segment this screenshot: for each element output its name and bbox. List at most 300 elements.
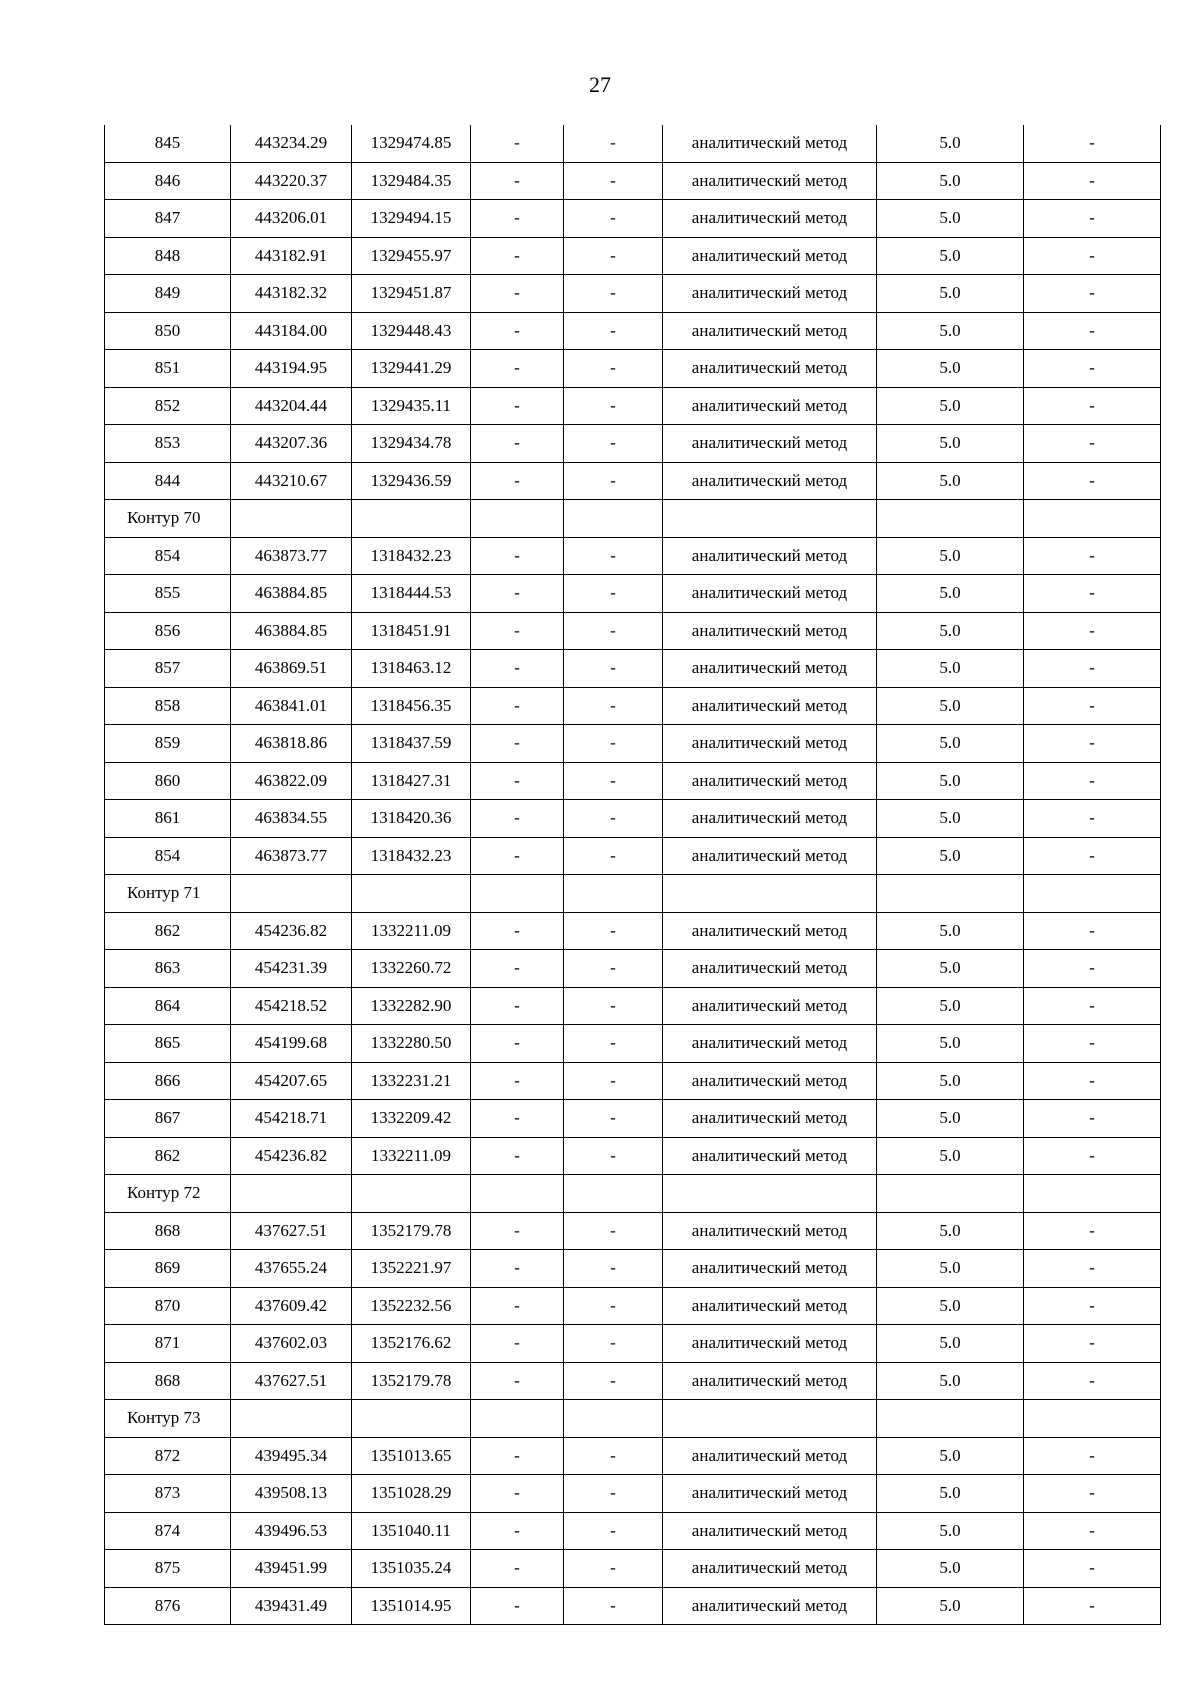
x-coordinate-cell: 439496.53 [231,1512,352,1550]
contour-header-row [105,1175,1161,1213]
y-coordinate-cell: 1332282.90 [352,987,471,1025]
dash-cell: - [564,687,663,725]
x-coordinate-cell: 443182.32 [231,275,352,313]
dash-cell: - [1024,650,1161,688]
accuracy-cell: 5.0 [877,1437,1024,1475]
dash-cell: - [564,1100,663,1138]
x-coordinate-cell: 454236.82 [231,1137,352,1175]
dash-cell: - [471,237,564,275]
point-number-cell: 847 [105,200,231,238]
contour-label: Контур 71 [105,875,231,913]
accuracy-cell: 5.0 [877,687,1024,725]
x-coordinate-cell: 463884.85 [231,612,352,650]
dash-cell: - [564,1550,663,1588]
dash-cell: - [471,987,564,1025]
accuracy-cell: 5.0 [877,387,1024,425]
table-row [105,462,1161,500]
method-cell: аналитический метод [663,762,877,800]
empty-cell [877,500,1024,538]
x-coordinate-cell: 443204.44 [231,387,352,425]
dash-cell: - [564,1325,663,1363]
y-coordinate-cell: 1329455.97 [352,237,471,275]
x-coordinate-cell: 439451.99 [231,1550,352,1588]
dash-cell: - [1024,1325,1161,1363]
x-coordinate-cell: 463841.01 [231,687,352,725]
x-coordinate-cell: 463822.09 [231,762,352,800]
dash-cell: - [471,1325,564,1363]
dash-cell: - [471,387,564,425]
point-number-cell: 856 [105,612,231,650]
point-number-cell: 846 [105,162,231,200]
point-number-cell: 866 [105,1062,231,1100]
x-coordinate-cell: 443184.00 [231,312,352,350]
method-cell: аналитический метод [663,350,877,388]
contour-header-row [105,875,1161,913]
accuracy-cell: 5.0 [877,1137,1024,1175]
y-coordinate-cell: 1332231.21 [352,1062,471,1100]
dash-cell: - [1024,1287,1161,1325]
x-coordinate-cell: 463884.85 [231,575,352,613]
accuracy-cell: 5.0 [877,1100,1024,1138]
accuracy-cell: 5.0 [877,312,1024,350]
dash-cell: - [1024,575,1161,613]
dash-cell: - [564,1512,663,1550]
dash-cell: - [564,950,663,988]
empty-cell [564,1400,663,1438]
dash-cell: - [1024,1212,1161,1250]
empty-cell [231,875,352,913]
empty-cell [1024,500,1161,538]
y-coordinate-cell: 1318451.91 [352,612,471,650]
y-coordinate-cell: 1318437.59 [352,725,471,763]
table-row [105,950,1161,988]
method-cell: аналитический метод [663,950,877,988]
point-number-cell: 870 [105,1287,231,1325]
table-row [105,612,1161,650]
dash-cell: - [471,687,564,725]
empty-cell [663,1400,877,1438]
dash-cell: - [1024,462,1161,500]
dash-cell: - [471,1100,564,1138]
dash-cell: - [471,612,564,650]
accuracy-cell: 5.0 [877,650,1024,688]
dash-cell: - [564,1025,663,1063]
dash-cell: - [1024,387,1161,425]
dash-cell: - [471,1212,564,1250]
x-coordinate-cell: 443194.95 [231,350,352,388]
point-number-cell: 876 [105,1587,231,1625]
dash-cell: - [564,1287,663,1325]
dash-cell: - [564,1437,663,1475]
point-number-cell: 860 [105,762,231,800]
point-number-cell: 868 [105,1212,231,1250]
method-cell: аналитический метод [663,237,877,275]
y-coordinate-cell: 1318432.23 [352,837,471,875]
dash-cell: - [564,425,663,463]
accuracy-cell: 5.0 [877,200,1024,238]
empty-cell [352,875,471,913]
method-cell: аналитический метод [663,1025,877,1063]
accuracy-cell: 5.0 [877,1250,1024,1288]
accuracy-cell: 5.0 [877,350,1024,388]
x-coordinate-cell: 437609.42 [231,1287,352,1325]
x-coordinate-cell: 439508.13 [231,1475,352,1513]
method-cell: аналитический метод [663,1587,877,1625]
y-coordinate-cell: 1329451.87 [352,275,471,313]
dash-cell: - [564,800,663,838]
point-number-cell: 871 [105,1325,231,1363]
dash-cell: - [1024,912,1161,950]
accuracy-cell: 5.0 [877,987,1024,1025]
dash-cell: - [1024,800,1161,838]
dash-cell: - [471,1475,564,1513]
y-coordinate-cell: 1351014.95 [352,1587,471,1625]
accuracy-cell: 5.0 [877,800,1024,838]
dash-cell: - [471,950,564,988]
method-cell: аналитический метод [663,837,877,875]
x-coordinate-cell: 443182.91 [231,237,352,275]
y-coordinate-cell: 1352232.56 [352,1287,471,1325]
accuracy-cell: 5.0 [877,162,1024,200]
empty-cell [564,1175,663,1213]
x-coordinate-cell: 439431.49 [231,1587,352,1625]
method-cell: аналитический метод [663,462,877,500]
x-coordinate-cell: 443234.29 [231,125,352,162]
dash-cell: - [564,912,663,950]
accuracy-cell: 5.0 [877,425,1024,463]
empty-cell [877,1400,1024,1438]
y-coordinate-cell: 1329494.15 [352,200,471,238]
x-coordinate-cell: 443210.67 [231,462,352,500]
dash-cell: - [471,162,564,200]
table-row [105,1062,1161,1100]
dash-cell: - [1024,687,1161,725]
empty-cell [471,500,564,538]
point-number-cell: 862 [105,912,231,950]
point-number-cell: 853 [105,425,231,463]
point-number-cell: 864 [105,987,231,1025]
table-row [105,725,1161,763]
method-cell: аналитический метод [663,800,877,838]
method-cell: аналитический метод [663,650,877,688]
table-row [105,1250,1161,1288]
y-coordinate-cell: 1332211.09 [352,1137,471,1175]
x-coordinate-cell: 454236.82 [231,912,352,950]
table-row [105,837,1161,875]
dash-cell: - [564,462,663,500]
table-row [105,1025,1161,1063]
point-number-cell: 865 [105,1025,231,1063]
dash-cell: - [564,1062,663,1100]
accuracy-cell: 5.0 [877,912,1024,950]
accuracy-cell: 5.0 [877,612,1024,650]
empty-cell [877,1175,1024,1213]
table-row [105,312,1161,350]
empty-cell [352,1400,471,1438]
table-row [105,162,1161,200]
dash-cell: - [471,350,564,388]
method-cell: аналитический метод [663,312,877,350]
y-coordinate-cell: 1352179.78 [352,1362,471,1400]
empty-cell [231,1400,352,1438]
dash-cell: - [564,762,663,800]
method-cell: аналитический метод [663,162,877,200]
method-cell: аналитический метод [663,912,877,950]
table-row [105,350,1161,388]
method-cell: аналитический метод [663,575,877,613]
dash-cell: - [1024,1025,1161,1063]
dash-cell: - [471,837,564,875]
empty-cell [663,1175,877,1213]
dash-cell: - [564,725,663,763]
table-row [105,575,1161,613]
method-cell: аналитический метод [663,987,877,1025]
dash-cell: - [1024,1437,1161,1475]
dash-cell: - [471,462,564,500]
dash-cell: - [471,1437,564,1475]
point-number-cell: 852 [105,387,231,425]
x-coordinate-cell: 463869.51 [231,650,352,688]
table-row [105,987,1161,1025]
y-coordinate-cell: 1318463.12 [352,650,471,688]
point-number-cell: 862 [105,1137,231,1175]
point-number-cell: 854 [105,537,231,575]
dash-cell: - [564,200,663,238]
point-number-cell: 868 [105,1362,231,1400]
point-number-cell: 872 [105,1437,231,1475]
table-row [105,1325,1161,1363]
point-number-cell: 857 [105,650,231,688]
empty-cell [352,1175,471,1213]
table-row [105,1362,1161,1400]
dash-cell: - [564,575,663,613]
dash-cell: - [1024,1137,1161,1175]
y-coordinate-cell: 1329448.43 [352,312,471,350]
y-coordinate-cell: 1318444.53 [352,575,471,613]
contour-header-row [105,500,1161,538]
accuracy-cell: 5.0 [877,1325,1024,1363]
table-row [105,687,1161,725]
dash-cell: - [1024,125,1161,162]
x-coordinate-cell: 454218.52 [231,987,352,1025]
dash-cell: - [564,350,663,388]
method-cell: аналитический метод [663,1362,877,1400]
dash-cell: - [1024,425,1161,463]
table-row [105,425,1161,463]
accuracy-cell: 5.0 [877,575,1024,613]
dash-cell: - [1024,1587,1161,1625]
point-number-cell: 855 [105,575,231,613]
y-coordinate-cell: 1351035.24 [352,1550,471,1588]
table-row [105,650,1161,688]
empty-cell [663,875,877,913]
contour-label: Контур 70 [105,500,231,538]
y-coordinate-cell: 1352179.78 [352,1212,471,1250]
method-cell: аналитический метод [663,1100,877,1138]
point-number-cell: 869 [105,1250,231,1288]
dash-cell: - [471,912,564,950]
point-number-cell: 848 [105,237,231,275]
method-cell: аналитический метод [663,275,877,313]
method-cell: аналитический метод [663,200,877,238]
empty-cell [231,1175,352,1213]
dash-cell: - [1024,537,1161,575]
dash-cell: - [1024,987,1161,1025]
dash-cell: - [1024,275,1161,313]
point-number-cell: 850 [105,312,231,350]
empty-cell [231,500,352,538]
x-coordinate-cell: 437627.51 [231,1362,352,1400]
method-cell: аналитический метод [663,725,877,763]
empty-cell [471,875,564,913]
method-cell: аналитический метод [663,125,877,162]
y-coordinate-cell: 1351040.11 [352,1512,471,1550]
x-coordinate-cell: 463873.77 [231,837,352,875]
x-coordinate-cell: 443207.36 [231,425,352,463]
empty-cell [1024,1175,1161,1213]
accuracy-cell: 5.0 [877,1550,1024,1588]
dash-cell: - [564,650,663,688]
method-cell: аналитический метод [663,1287,877,1325]
empty-cell [1024,875,1161,913]
dash-cell: - [1024,312,1161,350]
dash-cell: - [471,762,564,800]
y-coordinate-cell: 1329474.85 [352,125,471,162]
dash-cell: - [1024,162,1161,200]
contour-label: Контур 73 [105,1400,231,1438]
x-coordinate-cell: 463873.77 [231,537,352,575]
coordinates-table [104,125,1161,1625]
accuracy-cell: 5.0 [877,1025,1024,1063]
x-coordinate-cell: 454199.68 [231,1025,352,1063]
accuracy-cell: 5.0 [877,237,1024,275]
accuracy-cell: 5.0 [877,125,1024,162]
dash-cell: - [1024,1062,1161,1100]
empty-cell [352,500,471,538]
accuracy-cell: 5.0 [877,275,1024,313]
dash-cell: - [471,312,564,350]
dash-cell: - [471,1025,564,1063]
dash-cell: - [1024,837,1161,875]
dash-cell: - [1024,237,1161,275]
accuracy-cell: 5.0 [877,725,1024,763]
y-coordinate-cell: 1332209.42 [352,1100,471,1138]
dash-cell: - [564,1137,663,1175]
table-row [105,1512,1161,1550]
y-coordinate-cell: 1332260.72 [352,950,471,988]
empty-cell [564,500,663,538]
table-row [105,387,1161,425]
dash-cell: - [471,425,564,463]
point-number-cell: 875 [105,1550,231,1588]
table-row [105,1587,1161,1625]
x-coordinate-cell: 463818.86 [231,725,352,763]
y-coordinate-cell: 1351028.29 [352,1475,471,1513]
dash-cell: - [471,575,564,613]
x-coordinate-cell: 443220.37 [231,162,352,200]
dash-cell: - [471,800,564,838]
table-row [105,237,1161,275]
empty-cell [564,875,663,913]
contour-header-row [105,1400,1161,1438]
dash-cell: - [1024,1475,1161,1513]
method-cell: аналитический метод [663,1325,877,1363]
dash-cell: - [471,1512,564,1550]
y-coordinate-cell: 1329434.78 [352,425,471,463]
x-coordinate-cell: 439495.34 [231,1437,352,1475]
dash-cell: - [1024,1512,1161,1550]
table-row [105,537,1161,575]
table-row [105,1475,1161,1513]
method-cell: аналитический метод [663,1137,877,1175]
x-coordinate-cell: 437627.51 [231,1212,352,1250]
table-row [105,125,1161,162]
point-number-cell: 844 [105,462,231,500]
method-cell: аналитический метод [663,1512,877,1550]
table-row [105,912,1161,950]
point-number-cell: 858 [105,687,231,725]
dash-cell: - [1024,612,1161,650]
empty-cell [877,875,1024,913]
page-number: 27 [589,72,611,97]
method-cell: аналитический метод [663,1475,877,1513]
method-cell: аналитический метод [663,1062,877,1100]
table-row [105,1437,1161,1475]
table-row [105,1550,1161,1588]
y-coordinate-cell: 1318456.35 [352,687,471,725]
dash-cell: - [471,1587,564,1625]
accuracy-cell: 5.0 [877,837,1024,875]
dash-cell: - [471,1362,564,1400]
dash-cell: - [564,125,663,162]
dash-cell: - [564,275,663,313]
dash-cell: - [564,837,663,875]
accuracy-cell: 5.0 [877,1287,1024,1325]
empty-cell [663,500,877,538]
empty-cell [471,1400,564,1438]
y-coordinate-cell: 1329484.35 [352,162,471,200]
x-coordinate-cell: 463834.55 [231,800,352,838]
method-cell: аналитический метод [663,425,877,463]
dash-cell: - [564,162,663,200]
x-coordinate-cell: 437655.24 [231,1250,352,1288]
point-number-cell: 854 [105,837,231,875]
dash-cell: - [471,125,564,162]
point-number-cell: 849 [105,275,231,313]
contour-label: Контур 72 [105,1175,231,1213]
method-cell: аналитический метод [663,387,877,425]
dash-cell: - [1024,1362,1161,1400]
point-number-cell: 859 [105,725,231,763]
x-coordinate-cell: 454231.39 [231,950,352,988]
dash-cell: - [1024,725,1161,763]
x-coordinate-cell: 454218.71 [231,1100,352,1138]
y-coordinate-cell: 1329435.11 [352,387,471,425]
table-row [105,1287,1161,1325]
method-cell: аналитический метод [663,537,877,575]
y-coordinate-cell: 1332211.09 [352,912,471,950]
dash-cell: - [471,1250,564,1288]
dash-cell: - [1024,1100,1161,1138]
dash-cell: - [564,237,663,275]
dash-cell: - [564,1250,663,1288]
point-number-cell: 861 [105,800,231,838]
accuracy-cell: 5.0 [877,1062,1024,1100]
point-number-cell: 845 [105,125,231,162]
accuracy-cell: 5.0 [877,1587,1024,1625]
dash-cell: - [471,650,564,688]
dash-cell: - [564,387,663,425]
